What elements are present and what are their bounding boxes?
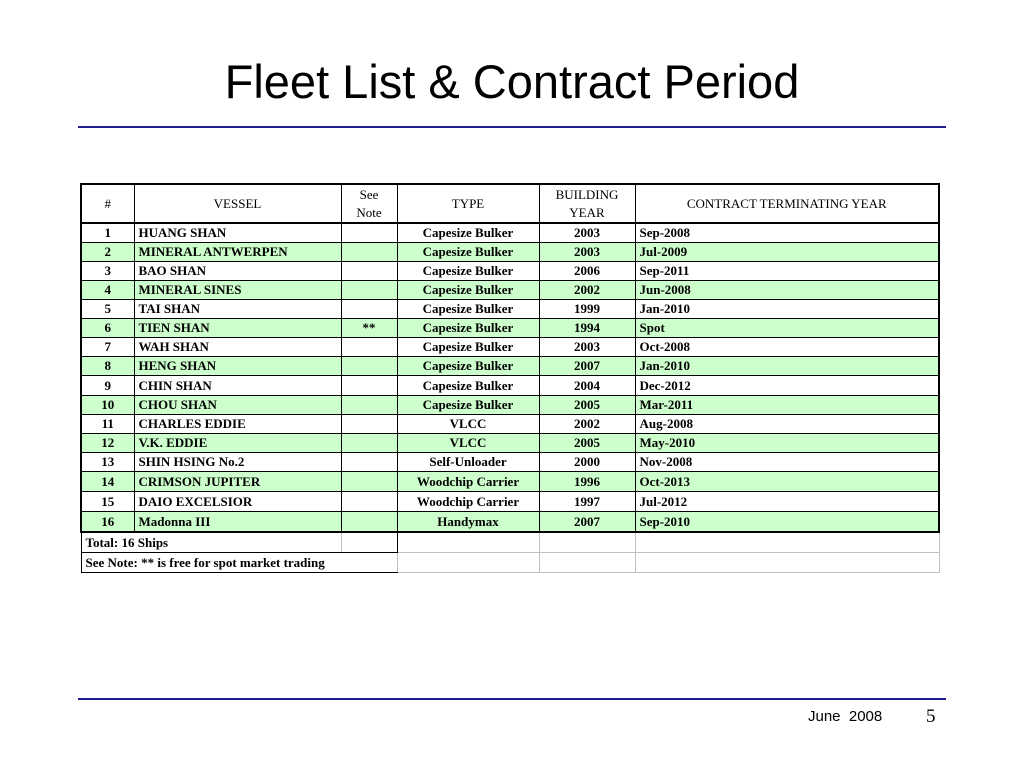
page-number: 5 (926, 706, 936, 727)
row-term: Oct-2013 (635, 472, 939, 492)
row-term: Sep-2011 (635, 262, 939, 281)
row-year: 2007 (539, 357, 635, 376)
table-row (81, 357, 939, 376)
row-year: 2003 (539, 223, 635, 243)
row-term: Dec-2012 (635, 376, 939, 396)
table-row (81, 434, 939, 453)
header-see-note-line1: See (359, 186, 379, 202)
row-num: 11 (81, 415, 134, 434)
row-year: 1997 (539, 492, 635, 512)
table-row (81, 281, 939, 300)
row-note (341, 338, 397, 357)
row-year: 2004 (539, 376, 635, 396)
table-row (81, 376, 939, 396)
header-see-note (341, 184, 397, 223)
header-see-note-line2: Note (356, 204, 382, 220)
header-building-year (539, 184, 635, 223)
header-contract-terminating-year: CONTRACT TERMINATING YEAR (635, 184, 939, 223)
fleet-table (80, 183, 940, 573)
row-year: 2002 (539, 415, 635, 434)
note-empty-cell (635, 553, 939, 573)
row-vessel: WAH SHAN (134, 338, 341, 357)
row-year: 2007 (539, 512, 635, 533)
row-term: Mar-2011 (635, 396, 939, 415)
row-type: Woodchip Carrier (397, 492, 539, 512)
row-num: 7 (81, 338, 134, 357)
total-row (81, 532, 939, 553)
total-empty-cell (341, 532, 397, 553)
table-row (81, 472, 939, 492)
row-num: 8 (81, 357, 134, 376)
row-term: Nov-2008 (635, 453, 939, 472)
table-row (81, 319, 939, 338)
row-type: Capesize Bulker (397, 319, 539, 338)
row-type: Capesize Bulker (397, 300, 539, 319)
header-vessel: VESSEL (134, 184, 341, 223)
row-vessel: MINERAL ANTWERPEN (134, 243, 341, 262)
row-vessel: CHIN SHAN (134, 376, 341, 396)
row-note (341, 376, 397, 396)
row-year: 2003 (539, 243, 635, 262)
row-year: 1994 (539, 319, 635, 338)
row-num: 16 (81, 512, 134, 533)
row-num: 4 (81, 281, 134, 300)
row-term: May-2010 (635, 434, 939, 453)
row-vessel: TAI SHAN (134, 300, 341, 319)
row-term: Jul-2009 (635, 243, 939, 262)
note-empty-cell (539, 553, 635, 573)
row-year: 1999 (539, 300, 635, 319)
table-row (81, 396, 939, 415)
row-note (341, 396, 397, 415)
row-num: 3 (81, 262, 134, 281)
row-term: Sep-2010 (635, 512, 939, 533)
row-type: Capesize Bulker (397, 243, 539, 262)
row-term: Jul-2012 (635, 492, 939, 512)
table-row (81, 453, 939, 472)
row-vessel: V.K. EDDIE (134, 434, 341, 453)
slide-title: Fleet List & Contract Period (224, 55, 800, 108)
table-row (81, 262, 939, 281)
row-year: 1996 (539, 472, 635, 492)
total-empty-cell (539, 532, 635, 553)
row-note (341, 512, 397, 533)
row-type: Handymax (397, 512, 539, 533)
row-note (341, 434, 397, 453)
row-type: Capesize Bulker (397, 338, 539, 357)
row-term: Aug-2008 (635, 415, 939, 434)
row-type: Self-Unloader (397, 453, 539, 472)
row-note (341, 357, 397, 376)
row-year: 2003 (539, 338, 635, 357)
row-year: 2000 (539, 453, 635, 472)
row-type: Capesize Bulker (397, 281, 539, 300)
row-note (341, 262, 397, 281)
table-row (81, 492, 939, 512)
table-row (81, 338, 939, 357)
see-note-text: See Note: ** is free for spot market trading (81, 553, 397, 573)
row-note (341, 300, 397, 319)
row-note (341, 415, 397, 434)
table-row (81, 415, 939, 434)
row-vessel: BAO SHAN (134, 262, 341, 281)
row-note (341, 281, 397, 300)
row-year: 2006 (539, 262, 635, 281)
row-num: 14 (81, 472, 134, 492)
row-vessel: Madonna III (134, 512, 341, 533)
row-type: Capesize Bulker (397, 223, 539, 243)
row-year: 2005 (539, 434, 635, 453)
row-num: 2 (81, 243, 134, 262)
row-num: 6 (81, 319, 134, 338)
row-vessel: HUANG SHAN (134, 223, 341, 243)
row-num: 9 (81, 376, 134, 396)
row-year: 2005 (539, 396, 635, 415)
table-row (81, 223, 939, 243)
header-building-year-line1: BUILDING (555, 186, 619, 202)
table-row (81, 512, 939, 533)
row-note: ** (341, 319, 397, 338)
row-vessel: TIEN SHAN (134, 319, 341, 338)
total-empty-cell (635, 532, 939, 553)
row-num: 13 (81, 453, 134, 472)
row-type: Capesize Bulker (397, 396, 539, 415)
row-type: Woodchip Carrier (397, 472, 539, 492)
row-vessel: HENG SHAN (134, 357, 341, 376)
row-note (341, 243, 397, 262)
table-header-row (81, 184, 939, 223)
row-note (341, 472, 397, 492)
header-type: TYPE (397, 184, 539, 223)
footer-date: June 2008 (808, 708, 883, 725)
row-num: 1 (81, 223, 134, 243)
row-vessel: SHIN HSING No.2 (134, 453, 341, 472)
row-type: VLCC (397, 434, 539, 453)
row-note (341, 223, 397, 243)
row-num: 12 (81, 434, 134, 453)
row-term: Jun-2008 (635, 281, 939, 300)
row-type: Capesize Bulker (397, 376, 539, 396)
row-term: Oct-2008 (635, 338, 939, 357)
table-row (81, 300, 939, 319)
row-vessel: CHARLES EDDIE (134, 415, 341, 434)
row-term: Jan-2010 (635, 300, 939, 319)
note-empty-cell (397, 553, 539, 573)
total-ships: Total: 16 Ships (81, 532, 341, 553)
title-divider (78, 126, 946, 128)
row-num: 15 (81, 492, 134, 512)
row-note (341, 453, 397, 472)
row-num: 10 (81, 396, 134, 415)
row-type: Capesize Bulker (397, 357, 539, 376)
row-vessel: CRIMSON JUPITER (134, 472, 341, 492)
row-term: Jan-2010 (635, 357, 939, 376)
header-num: # (81, 184, 134, 223)
row-vessel: DAIO EXCELSIOR (134, 492, 341, 512)
row-num: 5 (81, 300, 134, 319)
row-year: 2002 (539, 281, 635, 300)
row-term: Spot (635, 319, 939, 338)
row-note (341, 492, 397, 512)
row-term: Sep-2008 (635, 223, 939, 243)
table-row (81, 243, 939, 262)
total-empty-cell (397, 532, 539, 553)
footer-divider (78, 698, 946, 700)
header-building-year-line2: YEAR (569, 204, 605, 220)
row-vessel: CHOU SHAN (134, 396, 341, 415)
note-row (81, 553, 939, 573)
row-vessel: MINERAL SINES (134, 281, 341, 300)
row-type: Capesize Bulker (397, 262, 539, 281)
row-type: VLCC (397, 415, 539, 434)
